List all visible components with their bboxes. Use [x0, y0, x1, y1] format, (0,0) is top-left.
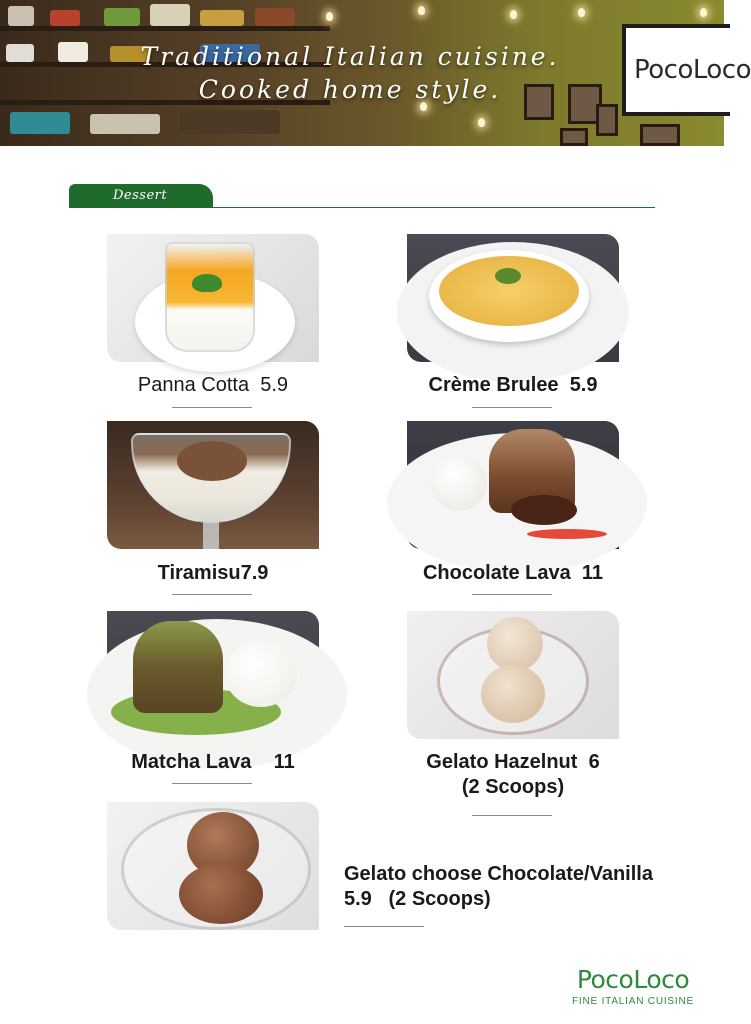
item-name: Gelato choose Chocolate/Vanilla: [344, 863, 653, 885]
item-panna-cotta: [107, 373, 319, 398]
light-bulb-icon: [700, 8, 707, 17]
item-note: (2 Scoops): [388, 888, 491, 910]
jar-decoration: [180, 110, 280, 134]
item-creme-brulee: [400, 373, 626, 398]
banner-tagline: [100, 40, 600, 106]
item-name: Tiramisu: [157, 562, 241, 584]
shelf-decoration: [0, 26, 330, 31]
jar-decoration: [8, 6, 34, 26]
gelato-hazelnut-photo: [407, 611, 619, 739]
item-price: 5.9: [569, 374, 598, 396]
jar-decoration: [150, 4, 190, 26]
item-matcha-lava: [107, 750, 319, 775]
item-price: 11: [581, 562, 604, 584]
item-underline: [472, 407, 552, 408]
jar-decoration: [255, 8, 295, 26]
item-price: 5.9: [344, 888, 372, 910]
tagline-line-2: Cooked home style.: [198, 75, 502, 104]
light-bulb-icon: [326, 12, 333, 21]
item-price: 7.9: [240, 562, 269, 584]
light-bulb-icon: [478, 118, 485, 127]
panna-cotta-photo: [107, 234, 319, 362]
item-tiramisu: [107, 561, 319, 586]
tagline-line-1: Traditional Italian cuisine.: [140, 42, 560, 71]
item-gelato-chocolate-vanilla: [344, 862, 704, 912]
sign-text: PocoLoco: [634, 55, 751, 85]
item-price: 6: [588, 751, 600, 773]
creme-brulee-photo: [407, 234, 619, 362]
item-name: Matcha Lava: [131, 751, 252, 773]
jar-decoration: [58, 42, 88, 62]
tiramisu-photo: [107, 421, 319, 549]
item-name: Chocolate Lava: [422, 562, 571, 584]
jar-decoration: [50, 10, 80, 26]
footer-logo: [566, 966, 700, 1007]
item-underline: [172, 594, 252, 595]
chocolate-lava-photo: [407, 421, 619, 549]
jar-decoration: [6, 44, 34, 62]
item-underline: [472, 594, 552, 595]
restaurant-sign: [622, 24, 751, 116]
jar-decoration: [90, 114, 160, 134]
item-price: 5.9: [260, 374, 289, 396]
item-underline: [344, 926, 424, 927]
item-note: (2 Scoops): [461, 776, 565, 798]
jar-decoration: [10, 112, 70, 134]
gelato-chocolate-photo: [107, 802, 319, 930]
logo-brand: PocoLoco: [576, 965, 690, 994]
section-title: Dessert: [69, 184, 213, 208]
light-bulb-icon: [418, 6, 425, 15]
item-price: 11: [273, 751, 295, 773]
item-name: Gelato Hazelnut: [426, 751, 578, 773]
picture-frame-decoration: [640, 124, 680, 146]
light-bulb-icon: [510, 10, 517, 19]
item-underline: [472, 815, 552, 816]
item-chocolate-lava: [400, 561, 626, 586]
picture-frame-decoration: [596, 104, 618, 136]
item-underline: [172, 407, 252, 408]
light-bulb-icon: [578, 8, 585, 17]
jar-decoration: [104, 8, 140, 26]
matcha-lava-photo: [107, 611, 319, 739]
jar-decoration: [200, 10, 244, 26]
item-name: Panna Cotta: [137, 374, 250, 396]
picture-frame-decoration: [560, 128, 588, 146]
logo-subtitle: FINE ITALIAN CUISINE: [572, 996, 694, 1007]
header-banner: [0, 0, 751, 146]
item-name: Crème Brulee: [428, 374, 559, 396]
item-gelato-hazelnut: [400, 750, 626, 800]
section-divider: [69, 207, 655, 208]
item-underline: [172, 783, 252, 784]
